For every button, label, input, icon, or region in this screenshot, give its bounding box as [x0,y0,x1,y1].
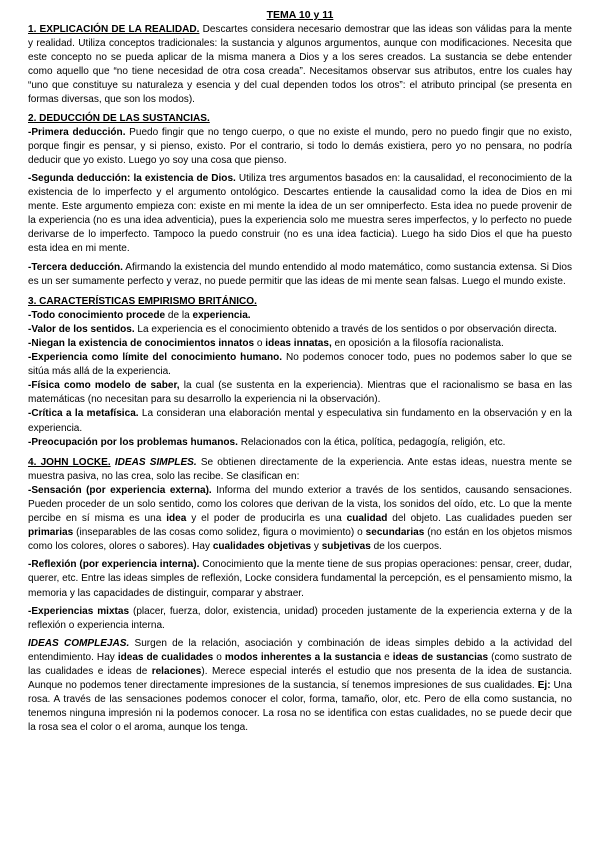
section-4-heading: 4. JOHN LOCKE. [28,456,111,468]
section-1 [28,23,572,108]
section-4-reflexion: -Reflexión (por experiencia interna). Conocimiento que la mente tiene de sus propias operaciones: pensar, creer, dudar, querer, etc. Entre las ideas simples de reflexión, Locke considera fundamental la percepción, es el pensamiento mismo, la memoria y las capacidades de distinguir, comparar y abstraer. [28,559,572,599]
section-4-intro: 4. JOHN LOCKE. IDEAS SIMPLES. Se obtienen directamente de la experiencia. Ante estas ideas, nuestra mente se muestra pasiva, no las crea, solo las recibe. Se clasifican en: [28,456,572,482]
section-4-subheading: IDEAS SIMPLES. [114,456,197,468]
section-3-heading: 3. CARACTERÍSTICAS EMPIRISMO BRITÁNICO. [28,295,257,307]
section-3-item-7: -Preocupación por los problemas humanos. Relacionados con la ética, política, pedagogía, religión, etc. [28,436,506,448]
section-3-item-6: -Crítica a la metafísica. La consideran una elaboración mental y especulativa sin fundamento en la observación y en la experiencia. [28,408,572,434]
section-2-heading: 2. DEDUCCIÓN DE LAS SUSTANCIAS. [28,112,210,124]
section-4-complejas: IDEAS COMPLEJAS. Surgen de la relación, asociación y combinación de ideas simples debido a la actividad del entendimiento. Hay ideas de cualidades o modos inherentes a la sustancia e ideas de sustancias (como sustrato de las cualidades e ideas de relaciones). Merece especial interés el estudio que nos presenta de la idea de sustancia. Aunque no podemos tener directamente impresiones de la sustancia, sí tenemos impresiones de sus cualidades. Ej: Una rosa. A través de las sensaciones podemos conocer el color, forma, tamaño, olor, etc. Pero de ella como sustancia, no tenemos ninguna impresión ni la podemos conocer. La rosa no se identifica con estas cualidades, no se puede decir que la rosa sea el color o el aroma, aunque los tenga. [28,637,573,734]
section-3-item-3: -Niegan la existencia de conocimientos innatos o ideas innatas, en oposición a la filosofía racionalista. [28,337,504,349]
complex-ideas-heading: IDEAS COMPLEJAS. [28,637,130,649]
page-title: TEMA 10 y 11 [266,9,334,21]
section-4-mixtas: -Experiencias mixtas (placer, fuerza, dolor, existencia, unidad) proceden justamente de la experiencia externa y de la reflexión o experiencia interna. [28,605,573,631]
section-3-item-4: -Experiencia como límite del conocimiento humano. No podemos conocer todo, pues no podemos saber lo que se sitúa más allá de la experiencia. [28,352,572,378]
section-4-sensacion: -Sensación (por experiencia externa). Informa del mundo exterior a través de los sentidos, causando sensaciones. Pueden proceder de un solo sentido, como los colores que derivan de la vista, los sonidos del oído, etc. Lo que la mente percibe en sí misma es una idea y el poder de producirla es una cualidad del objeto. Las cualidades pueden ser primarias (inseparables de las cosas como solidez, figura o movimiento) o secundarias (no están en los objetos mismos como los colores, olores o sabores). Hay cualidades objetivas y subjetivas de los cuerpos. [28,484,572,553]
section-3-item-5: -Física como modelo de saber, la cual (se sustenta en la experiencia). Mientras que el racionalismo se basa en las matemáticas (no necesitan para su desarrollo la experiencia ni la observación). [28,380,572,406]
section-2-paragraph-2: -Segunda deducción: la existencia de Dios. Utiliza tres argumentos basados en: la causalidad, el reconocimiento de la existencia de lo imperfecto y el argumento ontológico. Descartes entiende la causalidad como la idea de Dios en mi mente. Este argumento empieza con: existe en mi mente la idea de un ser omniperfecto. Esta idea no puede provenir de la experiencia (no es una idea adventicia), pues la experiencia solo me muestra seres imperfectos, y lo perfecto no puede derivarse de lo imperfecto. Tampoco la puedo construir (no es una idea facticia). Luego ha sido Dios el que ha puesto esta idea en mi mente. [28,172,572,255]
section-2-paragraph-1: -Primera deducción. Puedo fingir que no tengo cuerpo, o que no existe el mundo, pero no puedo fingir que no existo, porque fingir es pensar, y si pienso, existo. Por el contrario, si todo lo demás existiera, pero yo no pensara, no podría deducir que yo existo. Luego yo soy una cosa que pienso. [28,126,572,166]
section-3-item-2: -Valor de los sentidos. La experiencia es el conocimiento obtenido a través de los sentidos o por observación directa. [28,323,557,335]
section-1-text: Descartes considera necesario demostrar que las ideas son válidas para la mente y realidad. Utiliza conceptos tradicionales: la sustancia y algunos argumentos, aunque con modificaciones. Necesita que este concepto no se pueda aplicar de la misma manera a Dios y a los seres creados. La sustancia se debe entender como aquello que “no tiene necesidad de otra cosa creada”. Necesitamos observar sus atributos, entre los cuales hay “uno que constituye su naturaleza y esencia y del cual dependen todos los otros”: el atributo principal (se presenta en formas diversas, que son los modos). [28,24,572,106]
section-2-paragraph-3: -Tercera deducción. Afirmando la existencia del mundo entendido al modo matemático, como sustancia extensa. Si Dios es un ser sumamente perfecto y veraz, no puede permitir que las ideas de mi mente sean falsas. Luego el mundo existe. [28,261,572,287]
section-3-item-1: -Todo conocimiento procede de la experiencia. [28,309,251,321]
section-1-heading: 1. EXPLICACIÓN DE LA REALIDAD. [28,24,200,35]
